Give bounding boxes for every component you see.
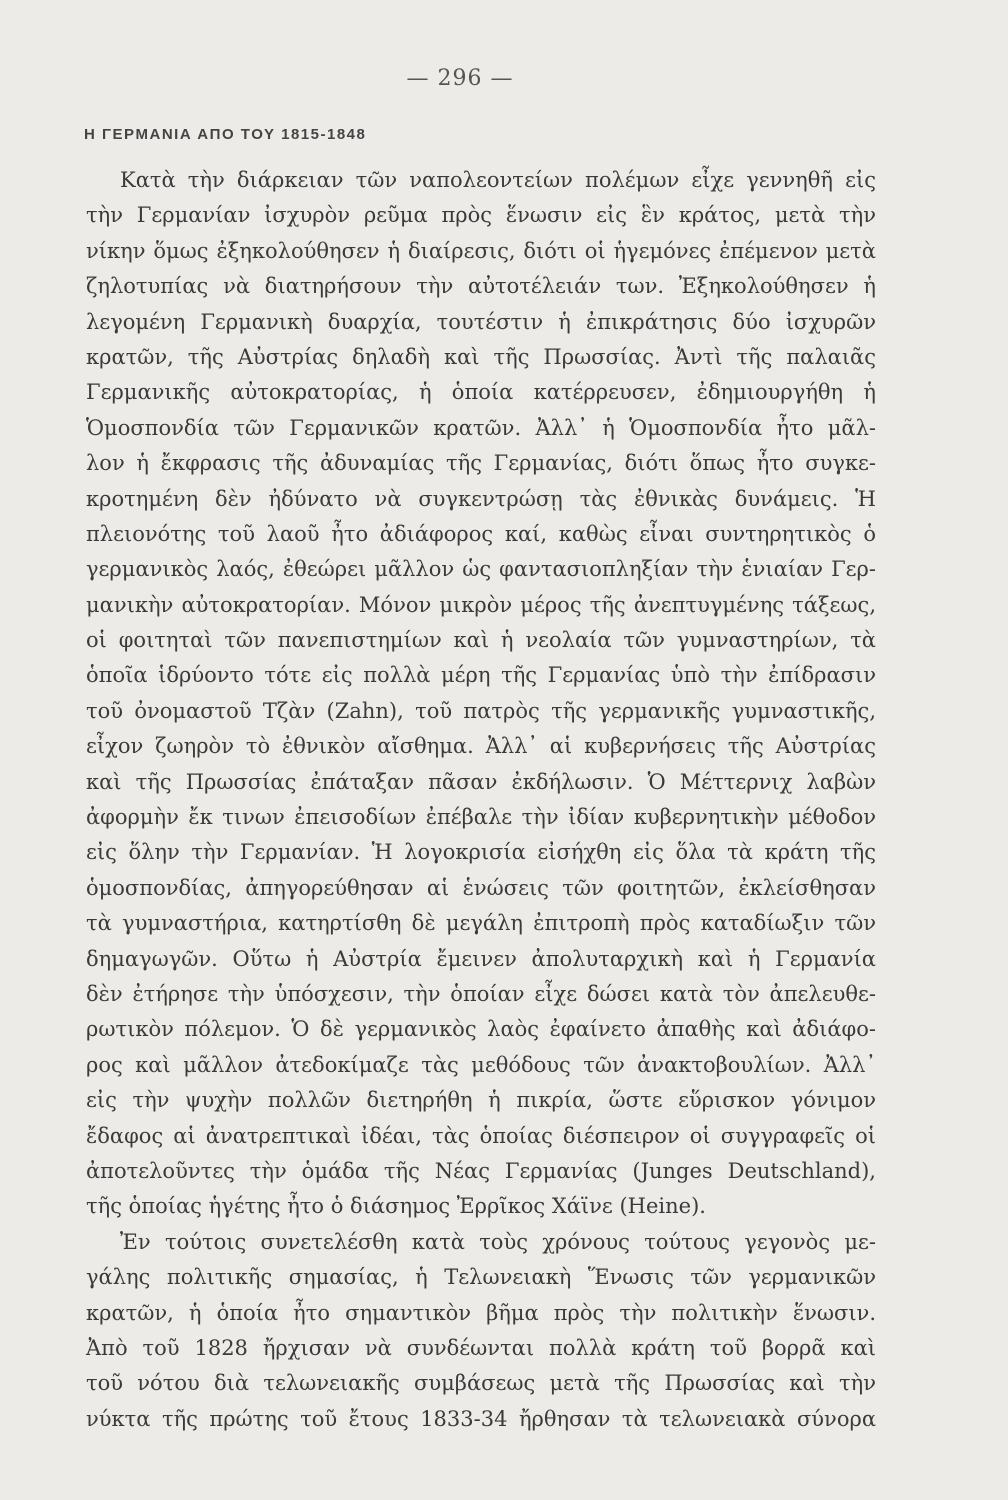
text-line: ζηλοτυπίας νὰ διατηρήσουν τὴν αὐτοτέλειάν των. Ἐξηκολούθησεν ἡ xyxy=(86,274,876,299)
text-line: τοῦ νότου διὰ τελωνειακῆς συμβάσεως μετὰ τῆς Πρωσσίας καὶ τὴν xyxy=(86,1371,876,1396)
text-line: εἰς ὅλην τὴν Γερμανίαν. Ἡ λογοκρισία εἰσήχθη εἰς ὅλα τὰ κράτη τῆς xyxy=(86,840,876,865)
text-line: ἀφορμὴν ἔκ τινων ἐπεισοδίων ἐπέβαλε τὴν ἰδίαν κυβερνητικὴν μέθοδον xyxy=(86,805,876,830)
text-line: ὁμοσπονδίας, ἀπηγορεύθησαν αἱ ἑνώσεις τῶν φοιτητῶν, ἐκλείσθησαν xyxy=(86,875,876,900)
text-line: ἀποτελοῦντες τὴν ὁμάδα τῆς Νέας Γερμανίας (Junges Deutschland), xyxy=(86,1158,876,1183)
text-line: οἱ φοιτηταὶ τῶν πανεπιστημίων καὶ ἡ νεολαία τῶν γυμναστηρίων, τὰ xyxy=(86,628,876,653)
text-line: πλειονότης τοῦ λαοῦ ἦτο ἀδιάφορος καί, καθὼς εἶναι συντηρητικὸς ὁ xyxy=(86,521,876,546)
text-line: Ὁμοσπονδία τῶν Γερμανικῶν κρατῶν. Ἀλλ᾽ ἡ Ὁμοσπονδία ἦτο μᾶλ- xyxy=(86,415,876,440)
text-line: ἔδαφος αἱ ἀνατρεπτικαὶ ἰδέαι, τὰς ὁποίας διέσπειρον οἱ συγγραφεῖς οἱ xyxy=(86,1123,876,1148)
text-line: λεγομένη Γερμανικὴ δυαρχία, τουτέστιν ἡ ἐπικράτησις δύο ἰσχυρῶν xyxy=(86,309,876,334)
text-line: Ἐν τούτοις συνετελέσθη κατὰ τοὺς χρόνους τούτους γεγονὸς με- xyxy=(120,1229,876,1254)
text-line: κρατῶν, τῆς Αὐστρίας δηλαδὴ καὶ τῆς Πρωσσίας. Ἀντὶ τῆς παλαιᾶς xyxy=(86,344,876,369)
text-line: Γερμανικῆς αὐτοκρατορίας, ἡ ὁποία κατέρρευσεν, ἐδημιουργήθη ἡ xyxy=(86,380,876,405)
text-line: Κατὰ τὴν διάρκειαν τῶν ναπολεοντείων πολέμων εἶχε γεννηθῆ εἰς xyxy=(120,168,876,192)
text-line: νίκην ὅμως ἐξηκολούθησεν ἡ διαίρεσις, διότι οἱ ἡγεμόνες ἐπέμενον μετὰ xyxy=(86,238,876,263)
text-line: γάλης πολιτικῆς σημασίας, ἡ Τελωνειακὴ Ἕνωσις τῶν γερμανικῶν xyxy=(86,1265,876,1290)
text-line: εἶχον ζωηρὸν τὸ ἐθνικὸν αἴσθημα. Ἀλλ᾽ αἱ κυβερνήσεις τῆς Αὐστρίας xyxy=(86,734,876,759)
page-number: — 296 — xyxy=(406,66,514,91)
text-line: ρος καὶ μᾶλλον ἀτεδοκίμαζε τὰς μεθόδους τῶν ἀνακτοβουλίων. Ἀλλ᾽ xyxy=(86,1052,876,1077)
text-line: εἰς τὴν ψυχὴν πολλῶν διετηρήθη ἡ πικρία, ὥστε εὕρισκον γόνιμον xyxy=(86,1088,876,1113)
text-line: λον ἡ ἔκφρασις τῆς ἀδυναμίας τῆς Γερμανίας, διότι ὅπως ἦτο συγκε- xyxy=(86,451,876,476)
text-line: ρωτικὸν πόλεμον. Ὁ δὲ γερμανικὸς λαὸς ἐφαίνετο ἀπαθὴς καὶ ἀδιάφο- xyxy=(86,1017,876,1042)
text-line: δημαγωγῶν. Οὕτω ἡ Αὐστρία ἔμεινεν ἀπολυταρχικὴ καὶ ἡ Γερμανία xyxy=(86,946,876,971)
text-line: τῆς ὁποίας ἡγέτης ἦτο ὁ διάσημος Ἐρρῖκος Χάϊνε (Heine). xyxy=(86,1194,706,1219)
text-line: δὲν ἐτήρησε τὴν ὑπόσχεσιν, τὴν ὁποίαν εἶχε δώσει κατὰ τὸν ἀπελευθε- xyxy=(86,981,876,1006)
text-line: τοῦ ὀνομαστοῦ Τζὰν (Zahn), τοῦ πατρὸς τῆς γερμανικῆς γυμναστικῆς, xyxy=(86,698,876,723)
text-line: κροτημένη δὲν ἠδύνατο νὰ συγκεντρώσῃ τὰς ἐθνικὰς δυνάμεις. Ἡ xyxy=(86,486,876,511)
text-line: Ἀπὸ τοῦ 1828 ἤρχισαν νὰ συνδέωνται πολλὰ κράτη τοῦ βορρᾶ καὶ xyxy=(86,1335,876,1360)
text-line: καὶ τῆς Πρωσσίας ἐπάταξαν πᾶσαν ἐκδήλωσιν. Ὁ Μέττερνιχ λαβὼν xyxy=(86,769,876,794)
text-line: τὴν Γερμανίαν ἰσχυρὸν ρεῦμα πρὸς ἕνωσιν εἰς ἓν κράτος, μετὰ τὴν xyxy=(86,203,876,228)
running-head: Η ΓΕΡΜΑΝΙΑ ΑΠΟ ΤΟΥ 1815-1848 xyxy=(84,126,367,143)
text-line: ὁποῖα ἱδρύοντο τότε εἰς πολλὰ μέρη τῆς Γερμανίας ὑπὸ τὴν ἐπίδρασιν xyxy=(86,663,876,688)
text-line: τὰ γυμναστήρια, κατηρτίσθη δὲ μεγάλη ἐπιτροπὴ πρὸς καταδίωξιν τῶν xyxy=(86,911,876,936)
text-line: γερμανικὸς λαός, ἐθεώρει μᾶλλον ὡς φαντασιοπληξίαν τὴν ἑνιαίαν Γερ- xyxy=(86,557,876,582)
text-line: μανικὴν αὐτοκρατορίαν. Μόνον μικρὸν μέρος τῆς ἀνεπτυγμένης τάξεως, xyxy=(86,592,876,617)
text-line: νύκτα τῆς πρώτης τοῦ ἔτους 1833-34 ἤρθησαν τὰ τελωνειακὰ σύνορα xyxy=(86,1406,876,1431)
text-line: κρατῶν, ἡ ὁποία ἦτο σημαντικὸν βῆμα πρὸς τὴν πολιτικὴν ἕνωσιν. xyxy=(86,1300,876,1325)
body-text xyxy=(86,163,876,1437)
